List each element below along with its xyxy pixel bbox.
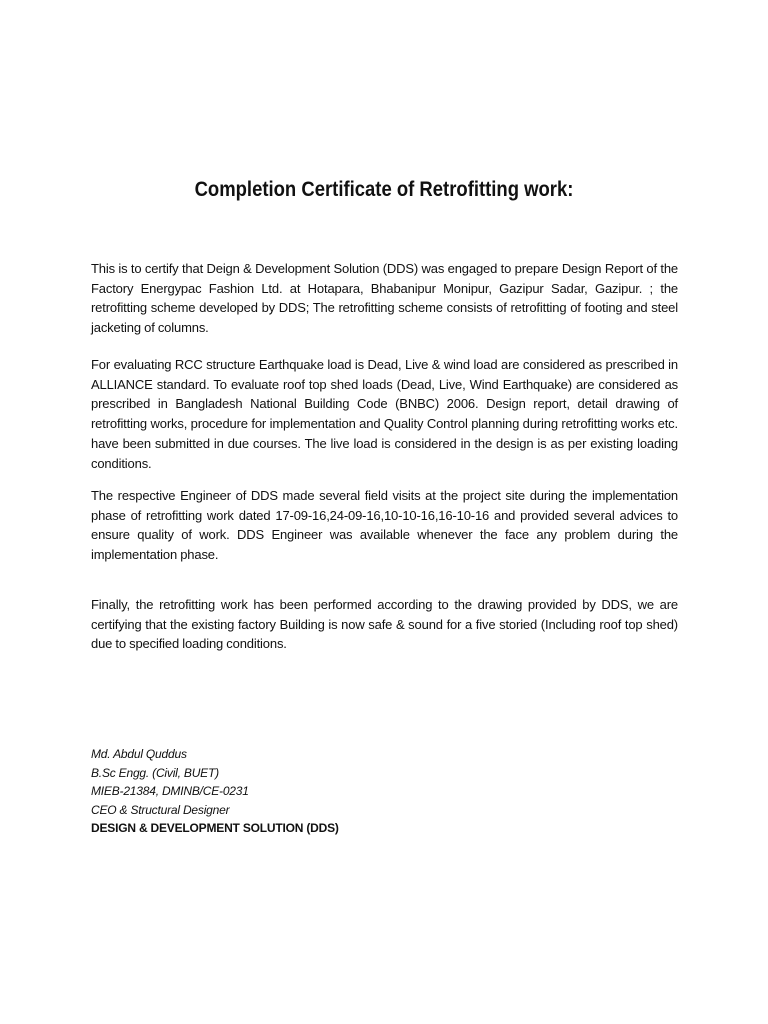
paragraph-engagement: This is to certify that Deign & Development Solution (DDS) was engaged to prepare Design Report of the Factory Energypac Fashion Ltd. at Hotapara, Bhabanipur Monipur, Gazipur Sadar, Gazipur. ; the retrofitting scheme developed by DDS; The retrofitting scheme consists of retrofitting of footing and steel jacketing of columns. (91, 261, 678, 336)
signatory-memberships: MIEB-21384, DMINB/CE-0231 (91, 784, 249, 798)
company-name: DESIGN & DEVELOPMENT SOLUTION (DDS) (91, 821, 339, 835)
document-title: Completion Certificate of Retrofitting work: (194, 178, 574, 201)
paragraph-conclusion: Finally, the retrofitting work has been performed according to the drawing provided by DDS, we are certifying that the existing factory Building is now safe & sound for a five storied (Including roof top shed) due to specified loading conditions. (91, 597, 678, 652)
paragraph-load-evaluation: For evaluating RCC structure Earthquake load is Dead, Live & wind load are considered as prescribed in ALLIANCE standard. To evaluate roof top shed loads (Dead, Live, Wind Earthquake) are considered as prescribed in Bangladesh National Building Code (BNBC) 2006. Design report, detail drawing of retrofitting works, procedure for implementation and Quality Control planning during retrofitting works etc. have been submitted in due courses. The live load is considered in the design is as per existing loading conditions. (91, 357, 678, 471)
signatory-position: CEO & Structural Designer (91, 802, 230, 817)
signature-block (91, 745, 491, 838)
signatory-name: Md. Abdul Quddus (91, 747, 187, 761)
signatory-degree: B.Sc Engg. (Civil, BUET) (91, 765, 219, 780)
paragraph-field-visits: The respective Engineer of DDS made several field visits at the project site during the implementation phase of retrofitting work dated 17-09-16,24-09-16,10-10-16,16-10-16 and provided several advices to ensure quality of work. DDS Engineer was available whenever the face any problem during the implementation phase. (91, 488, 678, 563)
